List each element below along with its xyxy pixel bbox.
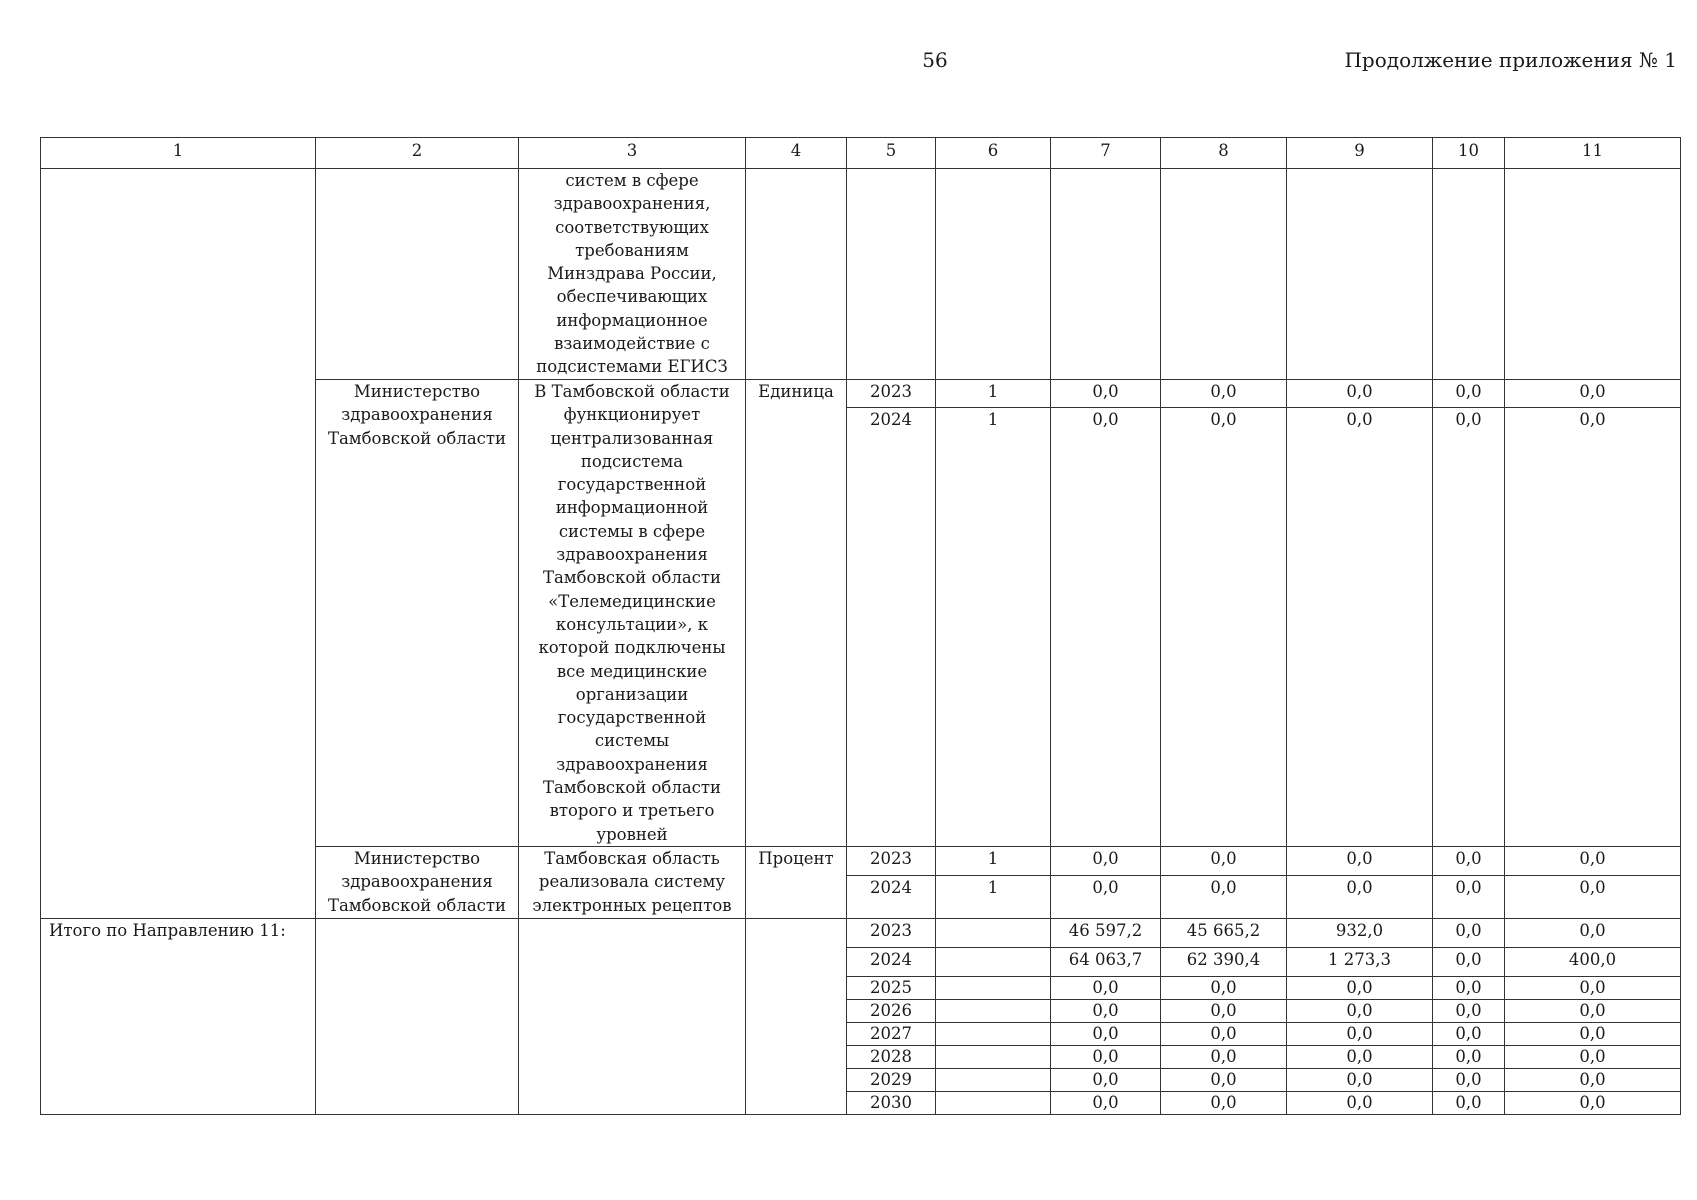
amount-cell: 1 273,3 bbox=[1287, 947, 1433, 976]
year-cell: 2023 bbox=[847, 846, 936, 875]
table-cell-empty bbox=[936, 918, 1051, 947]
amount-cell: 0,0 bbox=[1433, 976, 1505, 999]
amount-cell: 0,0 bbox=[1161, 976, 1287, 999]
table-cell-empty bbox=[936, 947, 1051, 976]
amount-cell: 0,0 bbox=[1433, 380, 1505, 408]
table-cell-empty bbox=[316, 918, 519, 1114]
amount-cell: 62 390,4 bbox=[1161, 947, 1287, 976]
appendix-table bbox=[40, 137, 1681, 1115]
amount-cell: 0,0 bbox=[1505, 875, 1681, 918]
table-cell-empty bbox=[936, 1091, 1051, 1114]
amount-cell: 0,0 bbox=[1051, 976, 1161, 999]
table-cell-empty bbox=[1433, 169, 1505, 380]
amount-cell: 400,0 bbox=[1505, 947, 1681, 976]
amount-cell: 0,0 bbox=[1287, 1045, 1433, 1068]
amount-cell: 0,0 bbox=[1505, 999, 1681, 1022]
table-cell-empty bbox=[1505, 169, 1681, 380]
amount-cell: 0,0 bbox=[1161, 875, 1287, 918]
amount-cell: 0,0 bbox=[1051, 1045, 1161, 1068]
amount-cell: 0,0 bbox=[1161, 407, 1287, 846]
amount-cell: 0,0 bbox=[1287, 976, 1433, 999]
column-header: 8 bbox=[1161, 138, 1287, 169]
result-description: Тамбовская область реализовала систему электронных рецептов bbox=[519, 846, 746, 918]
amount-cell: 0,0 bbox=[1051, 380, 1161, 408]
amount-cell: 0,0 bbox=[1051, 1068, 1161, 1091]
table-cell-empty bbox=[847, 169, 936, 380]
table-cell-empty bbox=[1161, 169, 1287, 380]
table-cell-empty bbox=[1051, 169, 1161, 380]
amount-cell: 0,0 bbox=[1051, 999, 1161, 1022]
column-header: 2 bbox=[316, 138, 519, 169]
column-header: 11 bbox=[1505, 138, 1681, 169]
amount-cell: 0,0 bbox=[1287, 1022, 1433, 1045]
table-cell-empty bbox=[519, 918, 746, 1114]
amount-cell: 0,0 bbox=[1505, 976, 1681, 999]
column-header: 7 bbox=[1051, 138, 1161, 169]
amount-cell: 0,0 bbox=[1161, 380, 1287, 408]
year-cell: 2029 bbox=[847, 1068, 936, 1091]
column-number-row bbox=[41, 138, 1681, 169]
column-header: 1 bbox=[41, 138, 316, 169]
value-cell: 1 bbox=[936, 875, 1051, 918]
table-row bbox=[41, 169, 1681, 380]
table-cell-empty bbox=[936, 976, 1051, 999]
column-header: 3 bbox=[519, 138, 746, 169]
year-cell: 2023 bbox=[847, 380, 936, 408]
column-header: 9 bbox=[1287, 138, 1433, 169]
value-cell: 1 bbox=[936, 846, 1051, 875]
year-cell: 2023 bbox=[847, 918, 936, 947]
table-cell-empty bbox=[746, 169, 847, 380]
amount-cell: 0,0 bbox=[1505, 1022, 1681, 1045]
table-cell-empty bbox=[936, 1068, 1051, 1091]
column-header: 10 bbox=[1433, 138, 1505, 169]
table-cell-empty bbox=[41, 169, 316, 919]
table-cell-empty bbox=[936, 169, 1051, 380]
amount-cell: 0,0 bbox=[1433, 1045, 1505, 1068]
year-cell: 2027 bbox=[847, 1022, 936, 1045]
amount-cell: 0,0 bbox=[1051, 1022, 1161, 1045]
amount-cell: 0,0 bbox=[1051, 875, 1161, 918]
result-description: В Тамбовской области функционирует централизованная подсистема государственной информационной системы в сфере здравоохранения Тамбовской области «Телемедицинские консультации», к которой подключены все медицинские организации государственной системы здравоохранения Тамбовской области второго и третьего уровней bbox=[519, 380, 746, 847]
year-cell: 2026 bbox=[847, 999, 936, 1022]
year-cell: 2025 bbox=[847, 976, 936, 999]
amount-cell: 0,0 bbox=[1505, 1091, 1681, 1114]
responsible-executor: Министерство здравоохранения Тамбовской области bbox=[316, 846, 519, 918]
amount-cell: 0,0 bbox=[1287, 1068, 1433, 1091]
amount-cell: 0,0 bbox=[1161, 1022, 1287, 1045]
year-cell: 2028 bbox=[847, 1045, 936, 1068]
amount-cell: 0,0 bbox=[1287, 1091, 1433, 1114]
year-cell: 2024 bbox=[847, 947, 936, 976]
amount-cell: 0,0 bbox=[1433, 999, 1505, 1022]
amount-cell: 0,0 bbox=[1433, 1022, 1505, 1045]
result-description: систем в сфере здравоохранения, соответствующих требованиям Минздрава России, обеспечивающих информационное взаимодействие с подсистемами ЕГИСЗ bbox=[519, 169, 746, 380]
amount-cell: 0,0 bbox=[1287, 407, 1433, 846]
column-header: 5 bbox=[847, 138, 936, 169]
amount-cell: 0,0 bbox=[1161, 1068, 1287, 1091]
amount-cell: 0,0 bbox=[1505, 380, 1681, 408]
year-cell: 2030 bbox=[847, 1091, 936, 1114]
amount-cell: 0,0 bbox=[1287, 846, 1433, 875]
responsible-executor: Министерство здравоохранения Тамбовской области bbox=[316, 380, 519, 847]
amount-cell: 0,0 bbox=[1433, 875, 1505, 918]
table-cell-empty bbox=[936, 1022, 1051, 1045]
amount-cell: 0,0 bbox=[1161, 846, 1287, 875]
unit-of-measure: Единица bbox=[746, 380, 847, 847]
amount-cell: 0,0 bbox=[1505, 407, 1681, 846]
amount-cell: 0,0 bbox=[1433, 846, 1505, 875]
amount-cell: 0,0 bbox=[1161, 1091, 1287, 1114]
amount-cell: 0,0 bbox=[1433, 918, 1505, 947]
total-label: Итого по Направлению 11: bbox=[41, 918, 316, 1114]
column-header: 4 bbox=[746, 138, 847, 169]
amount-cell: 0,0 bbox=[1161, 999, 1287, 1022]
amount-cell: 0,0 bbox=[1433, 1068, 1505, 1091]
amount-cell: 64 063,7 bbox=[1051, 947, 1161, 976]
amount-cell: 46 597,2 bbox=[1051, 918, 1161, 947]
table-cell-empty bbox=[936, 999, 1051, 1022]
year-cell: 2024 bbox=[847, 875, 936, 918]
amount-cell: 0,0 bbox=[1433, 1091, 1505, 1114]
value-cell: 1 bbox=[936, 380, 1051, 408]
amount-cell: 0,0 bbox=[1287, 875, 1433, 918]
total-row bbox=[41, 918, 1681, 947]
year-cell: 2024 bbox=[847, 407, 936, 846]
amount-cell: 0,0 bbox=[1051, 846, 1161, 875]
amount-cell: 0,0 bbox=[1505, 846, 1681, 875]
amount-cell: 0,0 bbox=[1505, 1045, 1681, 1068]
page-number: 56 bbox=[922, 48, 948, 72]
column-header: 6 bbox=[936, 138, 1051, 169]
table-cell-empty bbox=[746, 918, 847, 1114]
table-cell-empty bbox=[1287, 169, 1433, 380]
amount-cell: 0,0 bbox=[1287, 999, 1433, 1022]
unit-of-measure: Процент bbox=[746, 846, 847, 918]
table-cell-empty bbox=[316, 169, 519, 380]
amount-cell: 0,0 bbox=[1051, 1091, 1161, 1114]
amount-cell: 0,0 bbox=[1505, 918, 1681, 947]
amount-cell: 0,0 bbox=[1051, 407, 1161, 846]
amount-cell: 0,0 bbox=[1287, 380, 1433, 408]
value-cell: 1 bbox=[936, 407, 1051, 846]
amount-cell: 932,0 bbox=[1287, 918, 1433, 947]
amount-cell: 0,0 bbox=[1433, 947, 1505, 976]
amount-cell: 0,0 bbox=[1505, 1068, 1681, 1091]
amount-cell: 0,0 bbox=[1161, 1045, 1287, 1068]
appendix-continuation-label: Продолжение приложения № 1 bbox=[1344, 48, 1677, 72]
table-cell-empty bbox=[936, 1045, 1051, 1068]
amount-cell: 45 665,2 bbox=[1161, 918, 1287, 947]
amount-cell: 0,0 bbox=[1433, 407, 1505, 846]
